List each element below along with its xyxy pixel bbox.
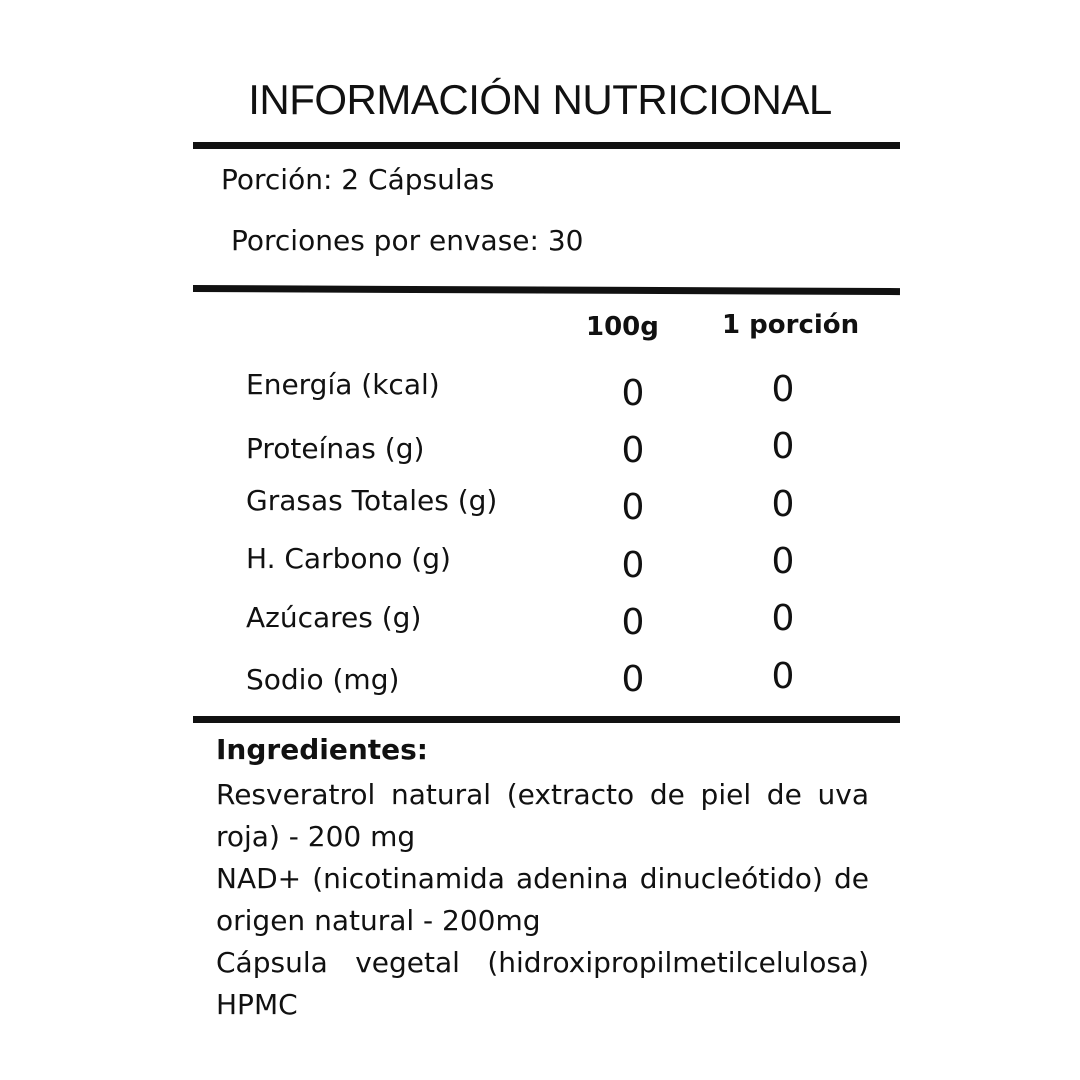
ingredients-heading: Ingredientes: xyxy=(216,733,428,766)
nutrient-value-portion: 0 xyxy=(771,598,795,639)
nutrient-value-portion: 0 xyxy=(771,426,795,467)
nutrient-value-100g: 0 xyxy=(621,430,645,471)
nutrient-value-100g: 0 xyxy=(621,602,645,643)
ingredient-item: Resveratrol natural (extracto de piel de uva roja) - 200 mg xyxy=(216,778,869,853)
ingredient-item: Cápsula vegetal (hidroxipropilmetilcelulosa) HPMC xyxy=(216,946,869,1021)
nutrient-label: Energía (kcal) xyxy=(246,368,440,401)
nutrient-label: Grasas Totales (g) xyxy=(246,484,498,517)
nutrient-value-portion: 0 xyxy=(771,541,795,582)
nutrient-value-100g: 0 xyxy=(621,545,645,586)
nutrient-label: Sodio (mg) xyxy=(246,663,400,696)
ingredient-item: NAD+ (nicotinamida adenina dinucleótido) de origen natural - 200mg xyxy=(216,862,869,937)
top-rule xyxy=(193,142,900,149)
portion-size: Porción: 2 Cápsulas xyxy=(221,163,495,196)
nutrient-label: H. Carbono (g) xyxy=(246,542,451,575)
nutrient-value-portion: 0 xyxy=(771,369,795,410)
portions-per-container: Porciones por envase: 30 xyxy=(231,224,584,257)
nutrient-value-portion: 0 xyxy=(771,656,795,697)
page-title: INFORMACIÓN NUTRICIONAL xyxy=(248,76,832,123)
nutrient-label: Azúcares (g) xyxy=(246,601,422,634)
nutrient-value-portion: 0 xyxy=(771,484,795,525)
nutrient-value-100g: 0 xyxy=(621,373,645,414)
nutrient-label: Proteínas (g) xyxy=(246,432,425,465)
nutrient-value-100g: 0 xyxy=(621,487,645,528)
nutrient-value-100g: 0 xyxy=(621,659,645,700)
column-header-100g: 100g xyxy=(586,312,659,342)
middle-rule xyxy=(193,285,900,295)
column-header-portion: 1 porción xyxy=(722,310,860,340)
bottom-rule xyxy=(193,716,900,723)
